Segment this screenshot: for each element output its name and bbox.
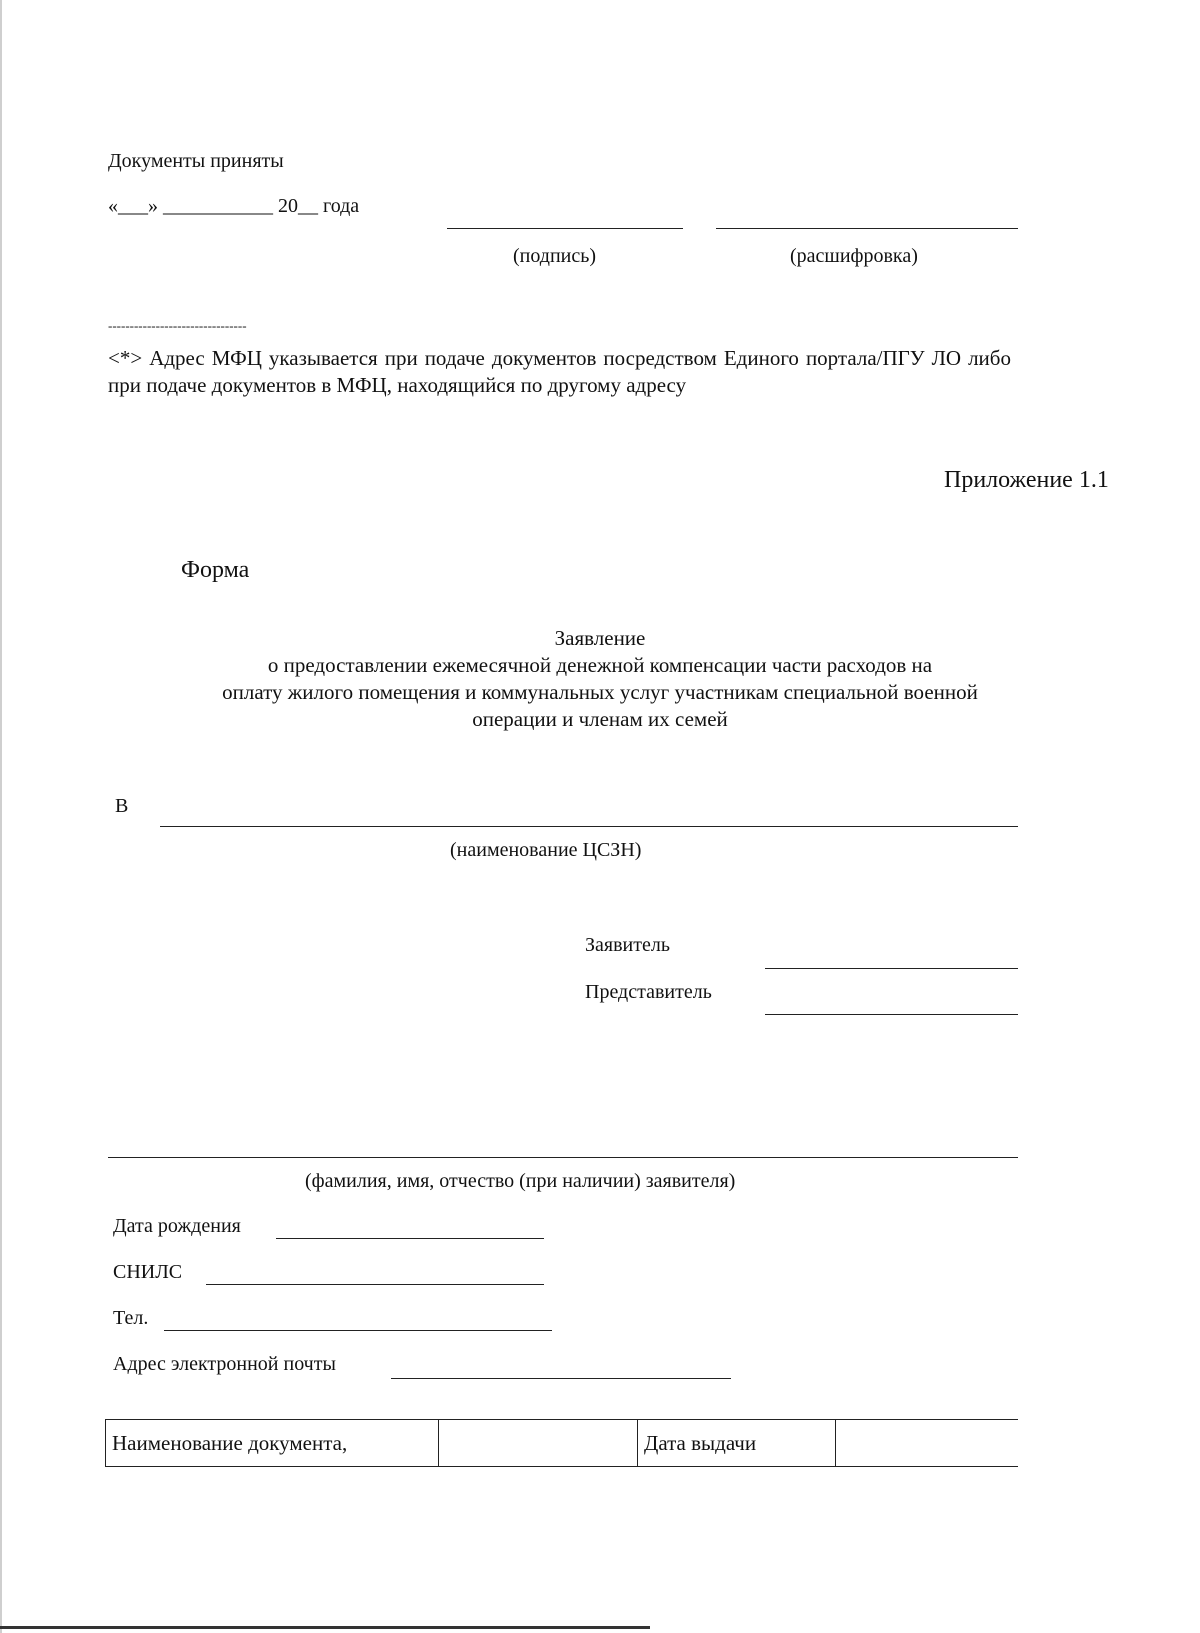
footnote-separator: -------------------------------- bbox=[108, 318, 247, 333]
birth-date-line[interactable] bbox=[276, 1238, 544, 1239]
documents-table bbox=[105, 1419, 1018, 1467]
recipient-prefix: В bbox=[115, 795, 129, 817]
scan-bottom-edge bbox=[0, 1626, 650, 1629]
title-line-3: оплату жилого помещения и коммунальных услуг участникам специальной военной bbox=[222, 680, 978, 704]
title-line-4: операции и членам их семей bbox=[472, 707, 728, 731]
application-title bbox=[110, 625, 1090, 733]
birth-date-label: Дата рождения bbox=[113, 1215, 241, 1237]
table-cell-issue-date-value[interactable] bbox=[836, 1420, 1018, 1466]
signature-caption: (подпись) bbox=[513, 245, 597, 267]
recipient-caption: (наименование ЦСЗН) bbox=[450, 839, 642, 861]
form-label: Форма bbox=[181, 557, 250, 583]
table-cell-issue-date: Дата выдачи bbox=[638, 1420, 836, 1466]
recipient-line[interactable] bbox=[160, 826, 1018, 827]
decoding-caption: (расшифровка) bbox=[790, 245, 918, 267]
snils-label: СНИЛС bbox=[113, 1261, 183, 1283]
appendix-label: Приложение 1.1 bbox=[944, 467, 1109, 493]
phone-label: Тел. bbox=[113, 1307, 149, 1329]
scan-left-edge bbox=[0, 0, 2, 1633]
applicant-label: Заявитель bbox=[585, 934, 670, 956]
applicant-line[interactable] bbox=[765, 968, 1018, 969]
representative-label: Представитель bbox=[585, 981, 712, 1003]
fio-line[interactable] bbox=[108, 1157, 1018, 1158]
accepted-date-line: «___» ___________ 20__ года bbox=[108, 195, 360, 217]
title-line-1: Заявление bbox=[554, 626, 646, 650]
decoding-line bbox=[716, 228, 1018, 229]
title-line-2: о предоставлении ежемесячной денежной компенсации части расходов на bbox=[267, 653, 933, 677]
footnote-text: <*> Адрес МФЦ указывается при подаче документов посредством Единого портала/ПГУ ЛО либо при подаче документов в МФЦ, находящийся по другому адресу bbox=[108, 346, 1011, 397]
table-cell-doc-value[interactable] bbox=[439, 1420, 638, 1466]
table-cell-doc-name: Наименование документа, bbox=[106, 1420, 439, 1466]
fio-caption: (фамилия, имя, отчество (при наличии) заявителя) bbox=[305, 1170, 736, 1192]
snils-line[interactable] bbox=[206, 1284, 544, 1285]
email-label: Адрес электронной почты bbox=[113, 1353, 336, 1375]
representative-line[interactable] bbox=[765, 1014, 1018, 1015]
email-line[interactable] bbox=[391, 1378, 731, 1379]
signature-line bbox=[447, 228, 683, 229]
phone-line[interactable] bbox=[164, 1330, 552, 1331]
documents-accepted-label: Документы приняты bbox=[108, 150, 284, 172]
